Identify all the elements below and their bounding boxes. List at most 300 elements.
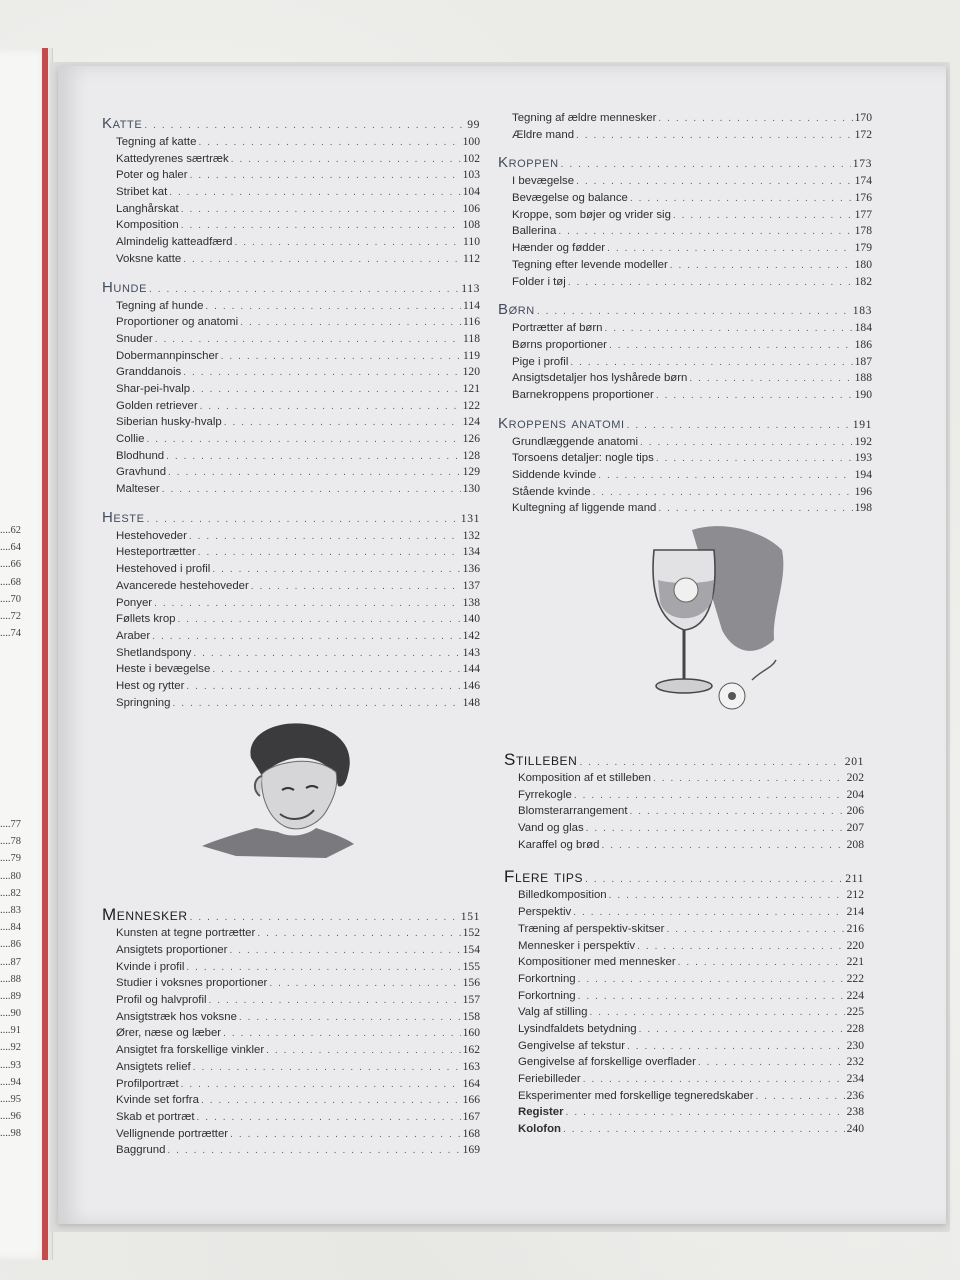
entry-page-number: 100 [462, 135, 480, 148]
toc-entry [116, 695, 480, 712]
toc-entry [116, 1126, 480, 1143]
entry-label: Barnekroppens proportioner [512, 388, 654, 401]
previous-page-number: ....74 [0, 628, 21, 640]
toc-entry [512, 484, 872, 501]
toc-entry [512, 110, 872, 127]
dot-leader [576, 174, 853, 191]
toc-entry [116, 314, 480, 331]
dot-leader [147, 510, 459, 530]
entry-label: Føllets krop [116, 613, 176, 626]
entry-label: Fyrrekogle [518, 788, 572, 801]
dot-leader [240, 315, 461, 332]
entry-label: Araber [116, 629, 151, 642]
entry-page-number: 204 [846, 787, 864, 801]
previous-page-number: ....66 [0, 559, 21, 571]
toc-column-left [102, 114, 480, 1159]
dot-leader [589, 1005, 844, 1022]
entry-page-number: 160 [462, 1026, 480, 1040]
section-page-number: 99 [467, 118, 480, 131]
dot-leader [152, 629, 460, 646]
entry-label: Ansigtets relief [116, 1060, 191, 1073]
dot-leader [144, 116, 465, 136]
toc-entry [512, 387, 872, 404]
entry-label: Bevægelse og balance [512, 192, 628, 205]
dot-leader [609, 888, 845, 905]
dot-leader [168, 465, 461, 482]
previous-page-number: ....77 [0, 819, 21, 830]
entry-page-number: 230 [846, 1038, 864, 1052]
dot-leader [178, 612, 461, 629]
entry-label: Eksperimenter med forskellige tegneredskaber [518, 1089, 754, 1102]
toc-entry [518, 1121, 864, 1138]
entry-label: Dobermannpinscher [116, 349, 219, 362]
toc-entry [512, 207, 872, 224]
section-page-number: 201 [844, 755, 864, 768]
toc-entry [116, 234, 480, 251]
entry-label: Hænder og fødder [512, 242, 606, 255]
previous-page-number: ....90 [0, 1008, 21, 1020]
entry-page-number: 158 [462, 1009, 480, 1023]
toc-entry [512, 127, 872, 144]
toc-section [498, 414, 872, 517]
dot-leader [570, 355, 852, 372]
entry-label: Komposition af et stilleben [518, 772, 651, 784]
dot-leader [578, 972, 845, 989]
toc-entry [116, 661, 480, 678]
entry-label: Ansigtsdetaljer hos lyshårede børn [512, 372, 688, 385]
entry-page-number: 176 [854, 191, 872, 205]
entry-label: Baggrund [116, 1144, 166, 1157]
previous-page-number: ....62 [0, 525, 21, 536]
dot-leader [593, 485, 853, 502]
entry-label: Komposition [116, 219, 179, 232]
entry-page-number: 137 [462, 578, 480, 592]
toc-section [102, 278, 480, 498]
dot-leader [224, 415, 461, 432]
section-heading [102, 114, 480, 134]
section-page-number: 113 [461, 281, 480, 295]
entry-page-number: 143 [462, 645, 480, 659]
dot-leader [568, 275, 853, 292]
entry-label: Hest og rytter [116, 679, 185, 692]
dot-leader [192, 382, 461, 399]
entry-page-number: 188 [854, 371, 872, 385]
toc-entry [116, 561, 480, 578]
entry-page-number: 128 [462, 448, 480, 462]
dot-leader [561, 155, 851, 175]
entry-label: Kolofon [518, 1123, 562, 1136]
dot-leader [583, 1072, 845, 1089]
toc-entry [116, 992, 480, 1009]
entry-label: Springning [116, 696, 171, 709]
dot-leader [235, 235, 462, 252]
dot-leader [666, 922, 844, 939]
dot-leader [656, 451, 853, 468]
toc-entry [518, 938, 864, 955]
dot-leader [230, 1127, 461, 1144]
toc-entry [518, 1104, 864, 1121]
toc-entry [116, 448, 480, 465]
entry-label: Shetlandspony [116, 646, 192, 659]
toc-entry [116, 217, 480, 234]
entry-label: Portrætter af børn [512, 322, 603, 335]
entry-page-number: 228 [846, 1021, 864, 1035]
entry-page-number: 180 [854, 257, 872, 271]
previous-page-number: ....84 [0, 922, 21, 934]
dot-leader [197, 1110, 461, 1127]
toc-section [498, 153, 872, 290]
entry-page-number: 170 [854, 111, 872, 124]
entry-label: Ballerina [512, 225, 557, 238]
entry-page-number: 190 [854, 387, 872, 401]
dot-leader [193, 1060, 461, 1077]
entry-label: Tegning af ældre mennesker [512, 112, 657, 124]
entry-label: Heste i bevægelse [116, 663, 211, 676]
entry-page-number: 136 [462, 562, 480, 576]
toc-entry [518, 770, 864, 787]
entry-label: Valg af stilling [518, 1006, 588, 1019]
toc-entry [116, 959, 480, 976]
toc-entry [116, 167, 480, 184]
section-heading [498, 153, 872, 173]
toc-section [504, 750, 864, 853]
toc-entry [512, 467, 872, 484]
entry-page-number: 122 [462, 398, 480, 412]
entry-label: Avancerede hestehoveder [116, 579, 249, 592]
toc-entry [518, 1004, 864, 1021]
entry-label: Almindelig katteadfærd [116, 236, 233, 249]
toc-entry [116, 348, 480, 365]
entry-page-number: 184 [854, 321, 872, 335]
entry-page-number: 220 [846, 938, 864, 952]
toc-entry [116, 251, 480, 268]
entry-page-number: 144 [462, 662, 480, 676]
dot-leader [154, 596, 461, 613]
entry-label: Studier i voksnes proportioner [116, 977, 268, 990]
dot-leader [181, 202, 461, 219]
section-page-number: 173 [852, 157, 872, 171]
entry-label: Træning af perspektiv-skitser [518, 922, 665, 935]
entry-page-number: 222 [846, 971, 864, 985]
dot-leader [167, 1143, 460, 1160]
entry-page-number: 240 [846, 1122, 864, 1136]
previous-page-number: ....98 [0, 1128, 21, 1140]
dot-leader [223, 1026, 461, 1043]
entry-page-number: 116 [463, 315, 480, 329]
entry-page-number: 138 [462, 595, 480, 609]
entry-page-number: 202 [846, 771, 864, 784]
toc-entry [518, 820, 864, 837]
dot-leader [566, 1105, 845, 1122]
entry-label: Folder i tøj [512, 275, 566, 288]
previous-page-number: ....80 [0, 870, 21, 882]
previous-page-number: ....95 [0, 1094, 21, 1105]
entry-label: Langhårskat [116, 202, 179, 215]
entry-page-number: 118 [463, 331, 480, 345]
entry-page-number: 129 [462, 465, 480, 479]
previous-page-number: ....78 [0, 836, 21, 848]
toc-entry [116, 544, 480, 561]
entry-label: Børns proportioner [512, 338, 607, 351]
toc-entry [512, 240, 872, 257]
toc-entry [116, 1042, 480, 1059]
entry-page-number: 168 [462, 1126, 480, 1140]
previous-page-number: ....94 [0, 1076, 21, 1088]
toc-section [498, 300, 872, 403]
entry-label: Ansigtet fra forskellige vinkler [116, 1044, 265, 1057]
toc-entry [116, 364, 480, 381]
dot-leader [266, 1043, 460, 1060]
entry-label: Gravhund [116, 466, 167, 479]
toc-section [102, 508, 480, 712]
toc-entry [518, 1054, 864, 1071]
toc-entry [116, 1076, 480, 1093]
toc-entry [518, 1021, 864, 1038]
entry-page-number: 177 [854, 207, 872, 221]
entry-page-number: 166 [462, 1093, 480, 1107]
previous-page-number: ....91 [0, 1025, 21, 1037]
section-title: Kroppens anatomi [498, 414, 625, 432]
entry-page-number: 198 [854, 501, 872, 515]
entry-label: Ældre mand [512, 128, 575, 141]
entry-page-number: 156 [462, 976, 480, 990]
dot-leader [605, 321, 853, 338]
entry-page-number: 163 [462, 1059, 480, 1073]
previous-page-number: ....70 [0, 593, 21, 605]
entry-label: Poter og haler [116, 169, 188, 182]
previous-page-number: ....68 [0, 576, 21, 588]
entry-label: Voksne katte [116, 252, 182, 265]
entry-page-number: 119 [463, 348, 480, 362]
entry-page-number: 187 [854, 354, 872, 368]
entry-label: Ansigtstræk hos voksne [116, 1010, 237, 1023]
toc-entry [116, 184, 480, 201]
entry-page-number: 120 [462, 365, 480, 379]
toc-entry [518, 921, 864, 938]
entry-page-number: 179 [854, 241, 872, 255]
previous-page-number: ....96 [0, 1111, 21, 1123]
previous-page-number: ....82 [0, 887, 21, 899]
dot-leader [162, 482, 461, 499]
entry-page-number: 110 [463, 235, 480, 249]
toc-entry [518, 904, 864, 921]
entry-page-number: 132 [462, 528, 480, 542]
dot-leader [563, 1122, 845, 1139]
entry-label: Torsoens detaljer: nogle tips [512, 452, 654, 465]
dot-leader [578, 989, 845, 1006]
toc-entry [116, 298, 480, 315]
previous-page-number: ....88 [0, 973, 21, 985]
previous-page-number: ....86 [0, 939, 21, 951]
left-page-numbers-bottom [0, 816, 42, 1143]
entry-label: Grundlæggende anatomi [512, 435, 639, 448]
toc-entry [116, 201, 480, 218]
dot-leader [231, 152, 461, 169]
toc-entry [518, 803, 864, 820]
dot-leader [221, 349, 461, 366]
toc-entry [116, 925, 480, 942]
entry-label: Vand og glas [518, 822, 584, 835]
entry-label: Stående kvinde [512, 485, 591, 498]
entry-page-number: 108 [462, 218, 480, 232]
dot-leader [172, 696, 460, 713]
section-title: Hunde [102, 278, 148, 296]
dot-leader [601, 838, 844, 855]
toc-entry [512, 257, 872, 274]
entry-label: Ponyer [116, 596, 153, 609]
section-heading [102, 278, 480, 298]
wine-glass-illustration [622, 520, 792, 720]
entry-label: Hesteportrætter [116, 546, 196, 559]
dot-leader [574, 788, 845, 805]
section-heading [102, 905, 480, 925]
toc-entry [116, 151, 480, 168]
toc-entry [116, 331, 480, 348]
dot-leader [630, 804, 845, 821]
dot-leader [149, 280, 459, 300]
toc-section [102, 905, 480, 1159]
entry-page-number: 167 [462, 1109, 480, 1123]
entry-page-number: 102 [462, 151, 480, 165]
toc-entry [116, 1109, 480, 1126]
section-heading [498, 414, 872, 434]
previous-page-number: ....92 [0, 1042, 21, 1054]
dot-leader [198, 545, 461, 562]
section-title: Børn [498, 301, 535, 319]
entry-label: Tegning efter levende modeller [512, 258, 668, 271]
toc-entry [512, 173, 872, 190]
entry-label: Snuder [116, 332, 153, 345]
toc-entry [512, 450, 872, 467]
entry-page-number: 234 [846, 1072, 864, 1085]
entry-label: Ansigtets proportioner [116, 944, 228, 956]
entry-page-number: 169 [462, 1143, 480, 1157]
section-title: Stilleben [504, 750, 578, 769]
section-page-number: 211 [845, 872, 864, 886]
entry-page-number: 130 [462, 482, 480, 496]
entry-page-number: 196 [854, 484, 872, 498]
toc-entry [116, 464, 480, 481]
section-page-number: 131 [460, 511, 480, 525]
entry-label: Ører, næse og læber [116, 1027, 222, 1040]
entry-page-number: 194 [854, 468, 872, 481]
dot-leader [689, 371, 852, 388]
entry-label: Profilportræt [116, 1077, 179, 1090]
dot-leader [609, 338, 853, 355]
dot-leader [205, 299, 461, 316]
toc-entry [116, 431, 480, 448]
toc-entry [116, 942, 480, 959]
section-page-number: 191 [852, 417, 872, 431]
dot-leader [640, 435, 853, 452]
section-title: Katte [102, 115, 143, 132]
entry-label: Malteser [116, 483, 160, 496]
toc-entry [116, 1009, 480, 1026]
entry-page-number: 206 [846, 804, 864, 818]
dot-leader [698, 1055, 845, 1072]
dot-leader [183, 252, 461, 269]
toc-entry [518, 954, 864, 971]
dot-leader [200, 399, 461, 416]
section-title: Kroppen [498, 154, 559, 172]
entry-label: Shar-pei-hvalp [116, 382, 191, 395]
dot-leader [209, 993, 461, 1010]
entry-page-number: 126 [462, 432, 480, 445]
toc-entry [116, 595, 480, 612]
entry-page-number: 134 [462, 545, 480, 559]
dot-leader [183, 365, 460, 382]
dot-leader [630, 191, 853, 208]
dot-leader [586, 821, 845, 838]
entry-page-number: 152 [462, 926, 480, 940]
dot-leader [656, 388, 853, 405]
entry-page-number: 216 [846, 921, 864, 935]
previous-page-number: ....93 [0, 1059, 21, 1071]
toc-entry [116, 678, 480, 695]
toc-entry [518, 1071, 864, 1088]
entry-label: Gengivelse af tekstur [518, 1039, 625, 1052]
toc-entry [512, 337, 872, 354]
dot-leader [598, 468, 852, 485]
toc-entry [116, 611, 480, 628]
entry-label: Blomsterarrangement [518, 805, 628, 818]
entry-page-number: 103 [462, 168, 480, 182]
entry-page-number: 186 [854, 337, 872, 351]
toc-entry [512, 320, 872, 337]
section-title: Heste [102, 508, 145, 526]
dot-leader [627, 1039, 845, 1056]
entry-label: Blodhund [116, 449, 165, 462]
toc-entry [512, 190, 872, 207]
section-page-number: 183 [852, 304, 872, 318]
previous-page-number: ....64 [0, 542, 21, 554]
entry-label: Kroppe, som bøjer og vrider sig [512, 208, 671, 221]
dot-leader [251, 579, 461, 596]
entry-label: Vellignende portrætter [116, 1127, 229, 1140]
toc-entry [518, 1088, 864, 1105]
entry-label: Pige i profil [512, 355, 569, 368]
boy-portrait-illustration [196, 716, 366, 866]
previous-page-number: ....83 [0, 904, 21, 916]
section-heading [498, 300, 872, 320]
dot-leader [239, 1010, 461, 1027]
dot-leader [186, 679, 460, 696]
entry-page-number: 207 [846, 821, 864, 835]
entry-page-number: 164 [462, 1076, 480, 1090]
entry-page-number: 142 [462, 628, 480, 642]
entry-page-number: 155 [462, 959, 480, 973]
toc-entry [512, 223, 872, 240]
entry-label: Hestehoveder [116, 529, 187, 542]
entry-page-number: 232 [846, 1055, 864, 1069]
section-title: Flere tips [504, 867, 584, 887]
previous-page-edge [0, 48, 53, 1260]
toc-entry [116, 975, 480, 992]
entry-label: Kattedyrenes særtræk [116, 152, 229, 165]
entry-label: Collie [116, 433, 145, 445]
toc-entry [512, 354, 872, 371]
toc-entry [116, 528, 480, 545]
dot-leader [658, 111, 852, 128]
dot-leader [269, 976, 460, 993]
toc-entry [518, 1038, 864, 1055]
entry-label: Proportioner og anatomi [116, 316, 239, 329]
dot-leader [670, 258, 853, 275]
dot-leader [181, 1077, 461, 1094]
toc-column-right-top [498, 110, 872, 517]
entry-label: Kompositioner med mennesker [518, 956, 676, 969]
entry-page-number: 208 [846, 837, 864, 851]
